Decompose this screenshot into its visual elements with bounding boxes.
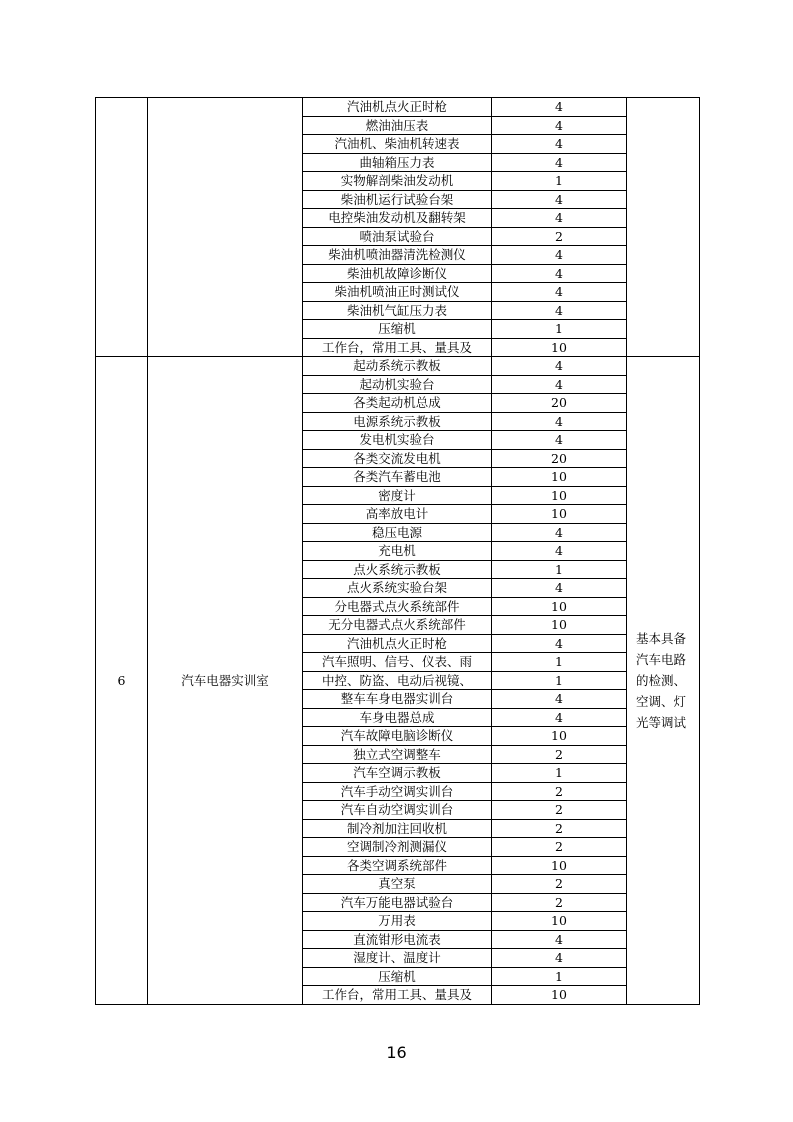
quantity-cell: 1 bbox=[492, 671, 627, 690]
function-description-cell bbox=[627, 357, 700, 1005]
quantity-cell: 10 bbox=[492, 986, 627, 1005]
quantity-cell: 4 bbox=[492, 153, 627, 172]
table-row bbox=[96, 357, 700, 376]
quantity-cell: 4 bbox=[492, 301, 627, 320]
equipment-name-cell: 空调制冷剂测漏仪 bbox=[303, 838, 492, 857]
quantity-cell: 4 bbox=[492, 116, 627, 135]
quantity-cell: 1 bbox=[492, 764, 627, 783]
quantity-cell: 4 bbox=[492, 523, 627, 542]
equipment-name-cell: 柴油机运行试验台架 bbox=[303, 190, 492, 209]
equipment-name-cell: 汽车故障电脑诊断仪 bbox=[303, 727, 492, 746]
quantity-cell: 4 bbox=[492, 949, 627, 968]
equipment-name-cell: 汽油机点火正时枪 bbox=[303, 98, 492, 117]
quantity-cell: 10 bbox=[492, 856, 627, 875]
equipment-name-cell: 柴油机喷油器清洗检测仪 bbox=[303, 246, 492, 265]
equipment-name-cell: 汽油机点火正时枪 bbox=[303, 634, 492, 653]
quantity-cell: 4 bbox=[492, 690, 627, 709]
equipment-name-cell: 汽车空调示教板 bbox=[303, 764, 492, 783]
equipment-name-cell: 整车车身电器实训台 bbox=[303, 690, 492, 709]
equipment-name-cell: 柴油机故障诊断仪 bbox=[303, 264, 492, 283]
equipment-name-cell: 各类空调系统部件 bbox=[303, 856, 492, 875]
quantity-cell: 2 bbox=[492, 745, 627, 764]
equipment-name-cell: 点火系统实验台架 bbox=[303, 579, 492, 598]
equipment-name-cell: 曲轴箱压力表 bbox=[303, 153, 492, 172]
table-body bbox=[96, 98, 700, 1005]
quantity-cell: 20 bbox=[492, 449, 627, 468]
equipment-name-cell: 喷油泵试验台 bbox=[303, 227, 492, 246]
equipment-name-cell: 汽车照明、信号、仪表、雨 bbox=[303, 653, 492, 672]
equipment-table bbox=[95, 97, 700, 1005]
quantity-cell: 4 bbox=[492, 431, 627, 450]
function-description-text: 基本具备汽车电路的检测、空调、灯光等调试 bbox=[636, 630, 687, 730]
quantity-cell: 20 bbox=[492, 394, 627, 413]
equipment-name-cell: 各类交流发电机 bbox=[303, 449, 492, 468]
room-name-cell: 汽车电器实训室 bbox=[148, 357, 303, 1005]
quantity-cell: 1 bbox=[492, 653, 627, 672]
quantity-cell: 10 bbox=[492, 616, 627, 635]
room-name-cell bbox=[148, 98, 303, 357]
quantity-cell: 4 bbox=[492, 357, 627, 376]
equipment-name-cell: 起动系统示教板 bbox=[303, 357, 492, 376]
quantity-cell: 4 bbox=[492, 283, 627, 302]
equipment-name-cell: 柴油机气缸压力表 bbox=[303, 301, 492, 320]
equipment-name-cell: 密度计 bbox=[303, 486, 492, 505]
quantity-cell: 4 bbox=[492, 246, 627, 265]
equipment-name-cell: 电源系统示教板 bbox=[303, 412, 492, 431]
function-description-cell bbox=[627, 98, 700, 357]
equipment-name-cell: 稳压电源 bbox=[303, 523, 492, 542]
table-row bbox=[96, 98, 700, 117]
quantity-cell: 1 bbox=[492, 967, 627, 986]
equipment-name-cell: 万用表 bbox=[303, 912, 492, 931]
quantity-cell: 1 bbox=[492, 320, 627, 339]
quantity-cell: 1 bbox=[492, 172, 627, 191]
equipment-name-cell: 汽油机、柴油机转速表 bbox=[303, 135, 492, 154]
equipment-name-cell: 汽车万能电器试验台 bbox=[303, 893, 492, 912]
equipment-name-cell: 充电机 bbox=[303, 542, 492, 561]
equipment-name-cell: 制冷剂加注回收机 bbox=[303, 819, 492, 838]
row-number-cell bbox=[96, 98, 148, 357]
quantity-cell: 4 bbox=[492, 98, 627, 117]
quantity-cell: 2 bbox=[492, 801, 627, 820]
quantity-cell: 4 bbox=[492, 708, 627, 727]
quantity-cell: 10 bbox=[492, 338, 627, 357]
equipment-name-cell: 独立式空调整车 bbox=[303, 745, 492, 764]
quantity-cell: 4 bbox=[492, 412, 627, 431]
quantity-cell: 2 bbox=[492, 893, 627, 912]
row-number-cell: 6 bbox=[96, 357, 148, 1005]
quantity-cell: 2 bbox=[492, 227, 627, 246]
quantity-cell: 4 bbox=[492, 135, 627, 154]
quantity-cell: 4 bbox=[492, 542, 627, 561]
quantity-cell: 4 bbox=[492, 264, 627, 283]
quantity-cell: 2 bbox=[492, 782, 627, 801]
equipment-name-cell: 工作台，常用工具、量具及 bbox=[303, 986, 492, 1005]
quantity-cell: 4 bbox=[492, 634, 627, 653]
equipment-name-cell: 点火系统示教板 bbox=[303, 560, 492, 579]
quantity-cell: 4 bbox=[492, 209, 627, 228]
equipment-name-cell: 燃油油压表 bbox=[303, 116, 492, 135]
equipment-name-cell: 各类起动机总成 bbox=[303, 394, 492, 413]
page-number: 16 bbox=[386, 1043, 407, 1062]
quantity-cell: 10 bbox=[492, 912, 627, 931]
equipment-name-cell: 压缩机 bbox=[303, 967, 492, 986]
equipment-name-cell: 汽车手动空调实训台 bbox=[303, 782, 492, 801]
equipment-name-cell: 柴油机喷油正时测试仪 bbox=[303, 283, 492, 302]
equipment-name-cell: 实物解剖柴油发动机 bbox=[303, 172, 492, 191]
equipment-name-cell: 湿度计、温度计 bbox=[303, 949, 492, 968]
quantity-cell: 2 bbox=[492, 838, 627, 857]
quantity-cell: 4 bbox=[492, 579, 627, 598]
equipment-name-cell: 各类汽车蓄电池 bbox=[303, 468, 492, 487]
quantity-cell: 10 bbox=[492, 505, 627, 524]
quantity-cell: 4 bbox=[492, 190, 627, 209]
quantity-cell: 4 bbox=[492, 930, 627, 949]
quantity-cell: 4 bbox=[492, 375, 627, 394]
equipment-name-cell: 发电机实验台 bbox=[303, 431, 492, 450]
quantity-cell: 10 bbox=[492, 486, 627, 505]
quantity-cell: 1 bbox=[492, 560, 627, 579]
equipment-name-cell: 无分电器式点火系统部件 bbox=[303, 616, 492, 635]
equipment-name-cell: 分电器式点火系统部件 bbox=[303, 597, 492, 616]
quantity-cell: 2 bbox=[492, 875, 627, 894]
equipment-name-cell: 车身电器总成 bbox=[303, 708, 492, 727]
quantity-cell: 10 bbox=[492, 468, 627, 487]
equipment-name-cell: 电控柴油发动机及翻转架 bbox=[303, 209, 492, 228]
quantity-cell: 2 bbox=[492, 819, 627, 838]
equipment-name-cell: 起动机实验台 bbox=[303, 375, 492, 394]
equipment-name-cell: 工作台，常用工具、量具及 bbox=[303, 338, 492, 357]
equipment-name-cell: 汽车自动空调实训台 bbox=[303, 801, 492, 820]
equipment-name-cell: 中控、防盗、电动后视镜、 bbox=[303, 671, 492, 690]
equipment-name-cell: 直流钳形电流表 bbox=[303, 930, 492, 949]
equipment-name-cell: 高率放电计 bbox=[303, 505, 492, 524]
quantity-cell: 10 bbox=[492, 727, 627, 746]
equipment-name-cell: 真空泵 bbox=[303, 875, 492, 894]
equipment-name-cell: 压缩机 bbox=[303, 320, 492, 339]
quantity-cell: 10 bbox=[492, 597, 627, 616]
